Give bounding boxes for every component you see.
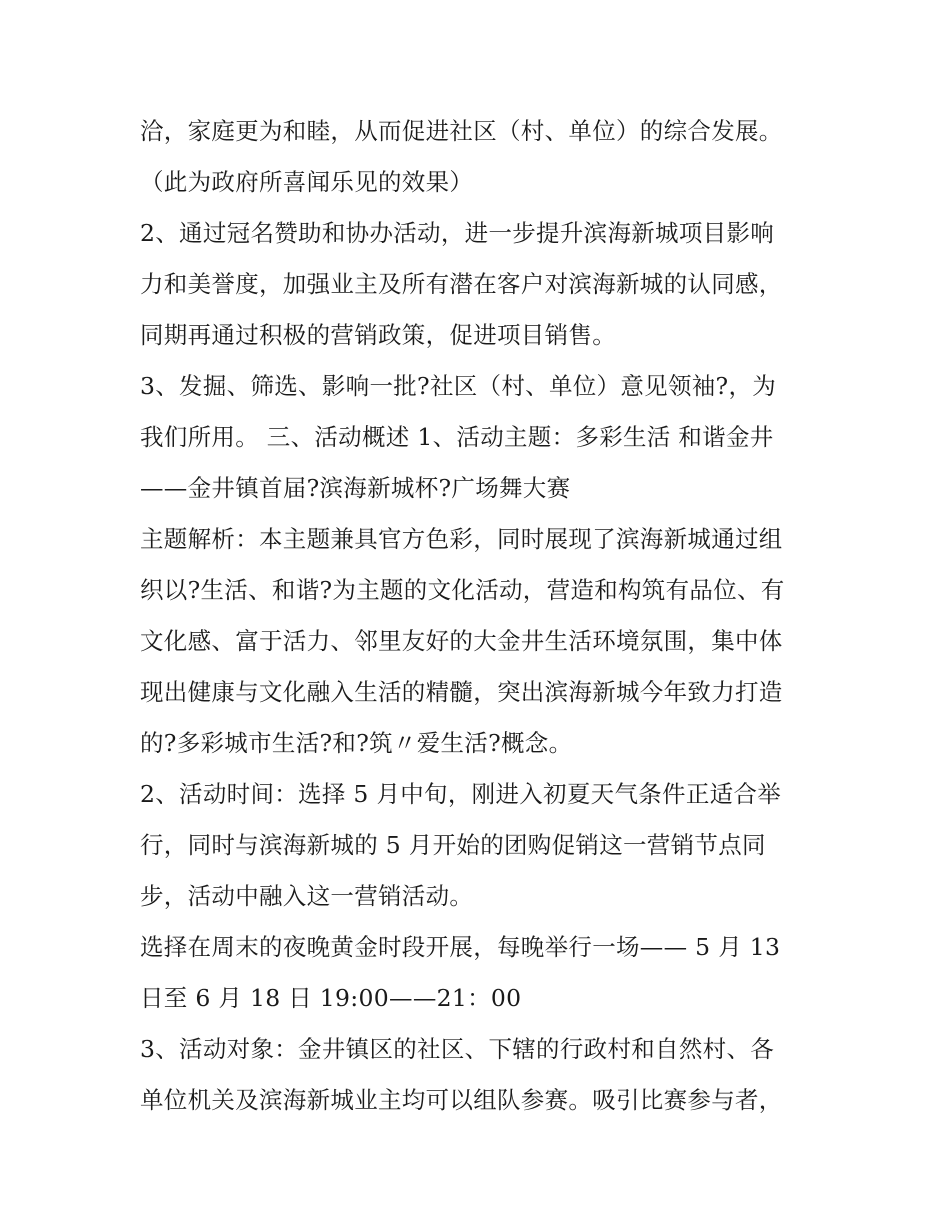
text-line: 文化感、富于活力、邻里友好的大金井生活环境氛围，集中体 [140, 627, 783, 655]
text-line: 步，活动中融入这一营销活动。 [140, 882, 474, 910]
text-line: 单位机关及滨海新城业主均可以组队参赛。吸引比赛参与者， [140, 1086, 783, 1114]
text-line: ——金井镇首届?滨海新城杯?广场舞大赛 [140, 474, 571, 502]
text-line: （此为政府所喜闻乐见的效果） [140, 168, 474, 196]
text-line: 我们所用。 三、活动概述 1、活动主题：多彩生活 和谐金井 [140, 423, 774, 451]
text-line: 主题解析：本主题兼具官方色彩，同时展现了滨海新城通过组 [140, 525, 783, 553]
text-line: 日至 6 月 18 日 19:00——21：00 [140, 984, 522, 1012]
text-line: 行，同时与滨海新城的 5 月开始的团购促销这一营销节点同 [140, 831, 766, 859]
text-line: 洽，家庭更为和睦，从而促进社区（村、单位）的综合发展。 [140, 117, 783, 145]
text-line: 现出健康与文化融入生活的精髓，突出滨海新城今年致力打造 [140, 678, 783, 706]
text-line: 的?多彩城市生活?和?筑〃爱生活?概念。 [140, 729, 573, 757]
text-line: 织以?生活、和谐?为主题的文化活动，营造和构筑有品位、有 [140, 576, 785, 604]
text-line: 力和美誉度，加强业主及所有潜在客户对滨海新城的认同感， [140, 270, 783, 298]
text-line: 同期再通过积极的营销政策，促进项目销售。 [140, 321, 616, 349]
text-line: 3、发掘、筛选、影响一批?社区（村、单位）意见领袖?，为 [140, 372, 777, 400]
text-line: 2、通过冠名赞助和协办活动，进一步提升滨海新城项目影响 [140, 219, 775, 247]
text-line: 选择在周末的夜晚黄金时段开展，每晚举行一场—— 5 月 13 [140, 933, 781, 961]
text-line: 2、活动时间：选择 5 月中旬，刚进入初夏天气条件正适合举 [140, 780, 782, 808]
text-line: 3、活动对象：金井镇区的社区、下辖的行政村和自然村、各 [140, 1035, 775, 1063]
document-body [140, 106, 830, 1126]
